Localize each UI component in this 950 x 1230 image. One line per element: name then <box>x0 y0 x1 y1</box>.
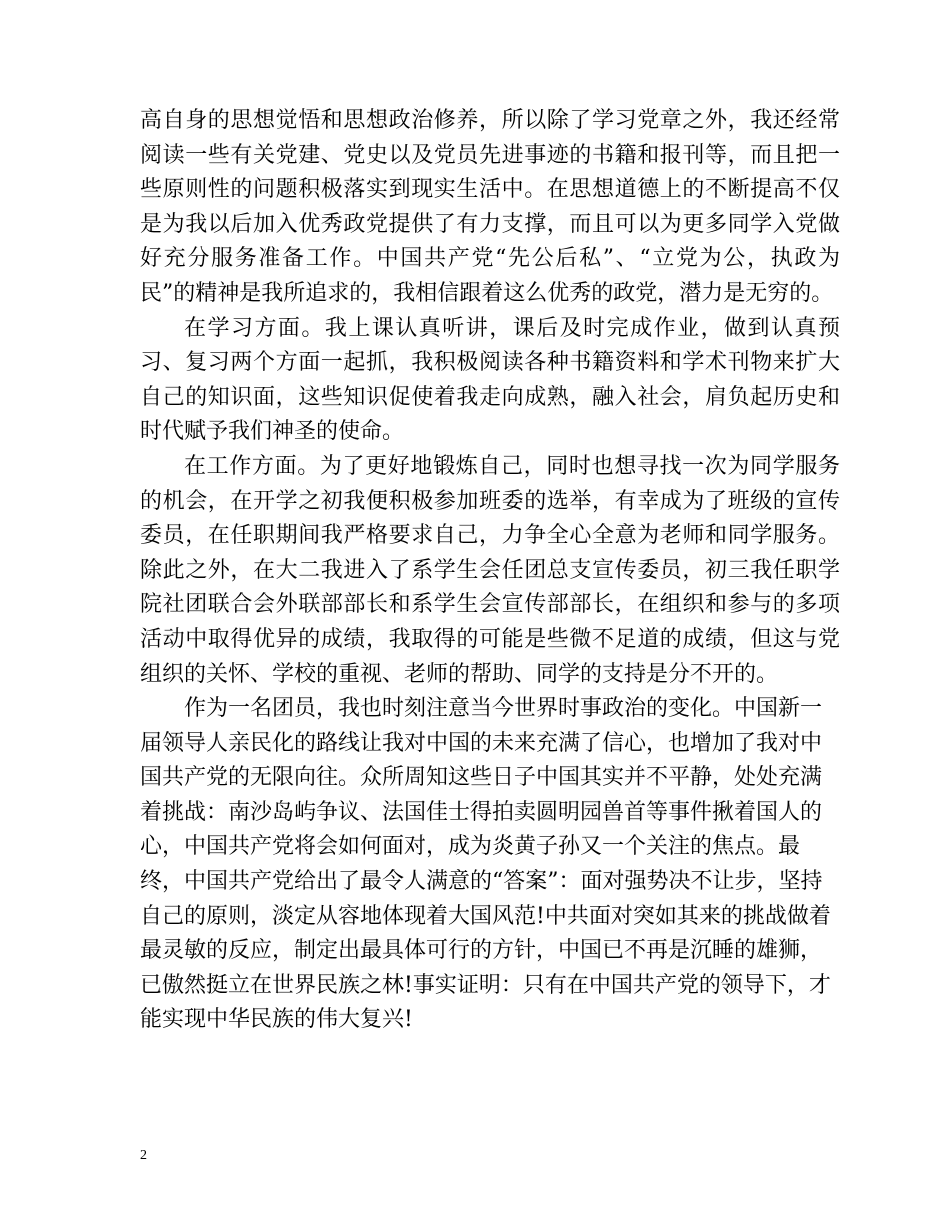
paragraph-party-study: 高自身的思想觉悟和思想政治修养，所以除了学习党章之外，我还经常阅读一些有关党建、党史以及党员先进事迹的书籍和报刊等，而且把一些原则性的问题积极落实到现实生活中。在思想道德上的不断提高不仅是为我以后加入优秀政党提供了有力支撑，而且可以为更多同学入党做好充分服务准备工作。中国共产党“先公后私”、“立党为公，执政为民”的精神是我所追求的，我相信跟着这么优秀的政党，潜力是无穷的。 <box>140 108 840 306</box>
paragraph-study: 在学习方面。我上课认真听讲，课后及时完成作业，做到认真预习、复习两个方面一起抓，我积极阅读各种书籍资料和学术刊物来扩大自己的知识面，这些知识促使着我走向成熟，融入社会，肩负起历史和时代赋予我们神圣的使命。 <box>140 315 840 445</box>
page-number: 2 <box>140 1148 147 1163</box>
document-body <box>140 104 840 1038</box>
paragraph-work: 在工作方面。为了更好地锻炼自己，同时也想寻找一次为同学服务的机会，在开学之初我便积极参加班委的选举，有幸成为了班级的宣传委员，在任职期间我严格要求自己，力争全心全意为老师和同学服务。除此之外，在大二我进入了系学生会任团总支宣传委员，初三我任职学院社团联合会外联部部长和系学生会宣传部部长，在组织和参与的多项活动中取得优异的成绩，我取得的可能是些微不足道的成绩，但这与党组织的关怀、学校的重视、老师的帮助、同学的支持是分不开的。 <box>140 453 840 687</box>
paragraph-current-affairs: 作为一名团员，我也时刻注意当今世界时事政治的变化。中国新一届领导人亲民化的路线让我对中国的未来充满了信心，也增加了我对中国共产党的无限向往。众所周知这些日子中国其实并不平静，处处充满着挑战：南沙岛屿争议、法国佳士得拍卖圆明园兽首等事件揪着国人的心，中国共产党将会如何面对，成为炎黄子孙又一个关注的焦点。最终，中国共产党给出了最令人满意的“答案”：面对强势决不让步，坚持自己的原则，淡定从容地体现着大国风范!中共面对突如其来的挑战做着最灵敏的反应，制定出最具体可行的方针，中国已不再是沉睡的雄狮，已傲然挺立在世界民族之林!事实证明：只有在中国共产党的领导下，才能实现中华民族的伟大复兴! <box>140 696 831 1033</box>
